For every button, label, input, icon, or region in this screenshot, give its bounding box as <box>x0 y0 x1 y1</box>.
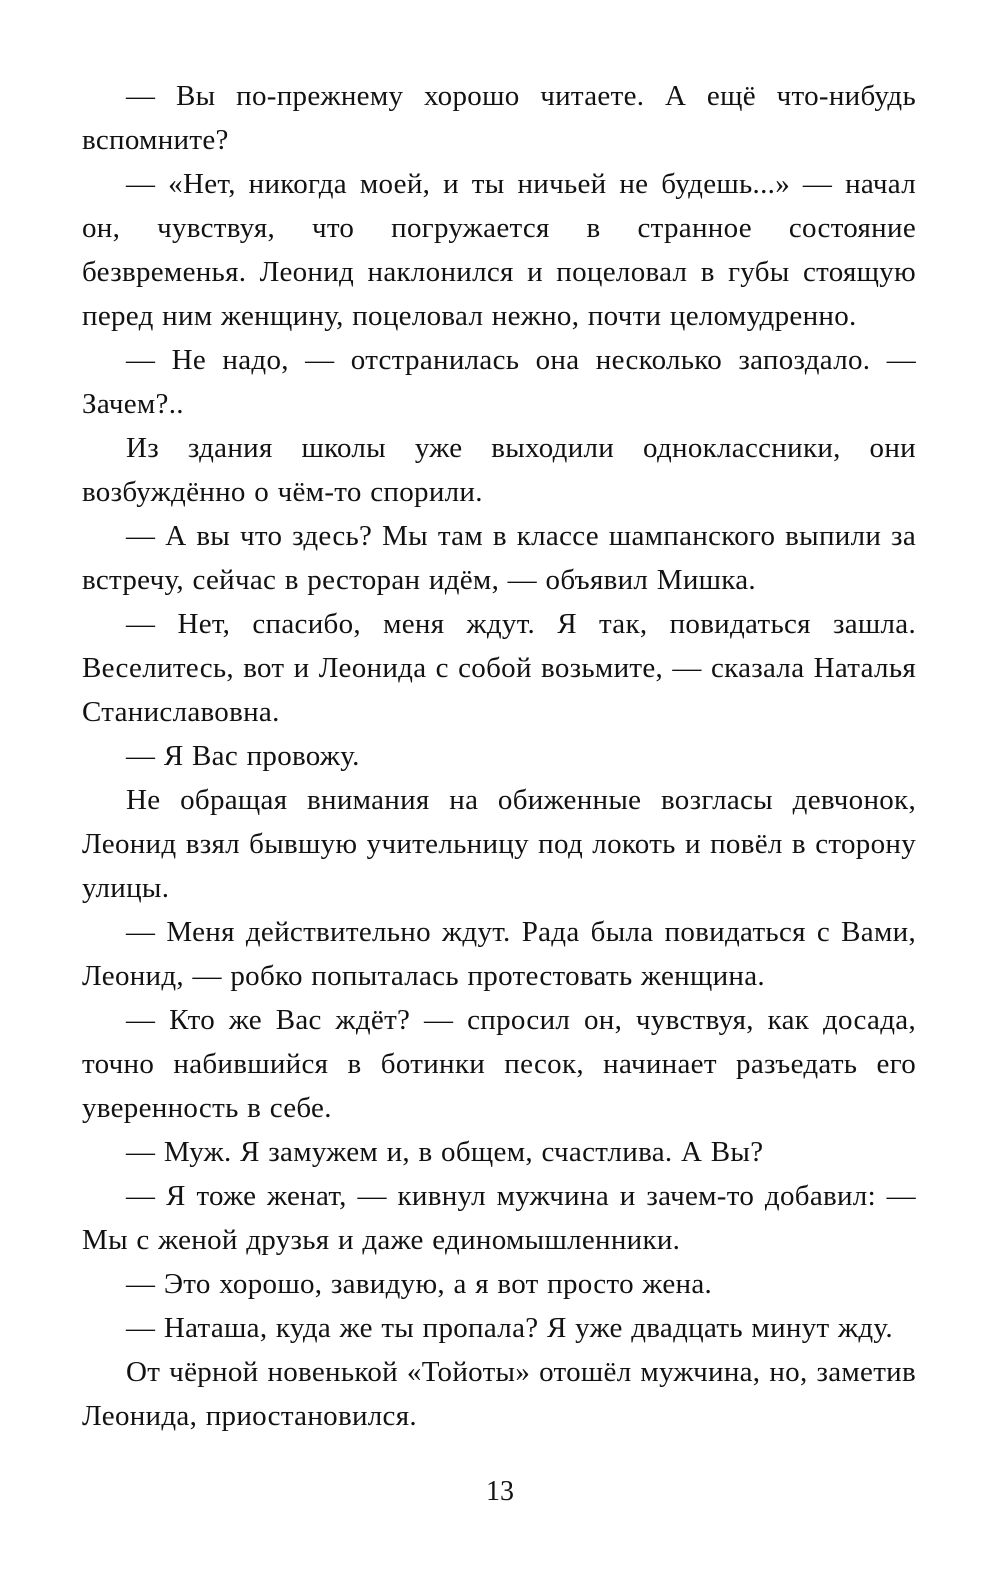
page-number: 13 <box>486 1476 514 1507</box>
paragraph: Не обращая внимания на обиженные возгласы девчонок, Леонид взял бывшую учительницу под локоть и повёл в сторону улицы. <box>82 784 916 904</box>
paragraph: — Наташа, куда же ты пропала? Я уже двадцать минут жду. <box>126 1312 893 1344</box>
paragraph: — А вы что здесь? Мы там в классе шампанского выпили за встречу, сейчас в ресторан идём, — объявил Мишка. <box>82 520 916 596</box>
paragraph: — Вы по-прежнему хорошо читаете. А ещё что-нибудь вспомните? <box>82 80 916 156</box>
paragraph: — Кто же Вас ждёт? — спросил он, чувствуя, как досада, точно набившийся в ботинки песок, начинает разъедать его уверенность в себе. <box>82 1004 916 1124</box>
text-block <box>82 74 916 1438</box>
paragraph: От чёрной новенькой «Тойоты» отошёл мужчина, но, заметив Леонида, приостановился. <box>82 1356 916 1432</box>
paragraph: Из здания школы уже выходили одноклассники, они возбуждённо о чём-то спорили. <box>82 432 916 508</box>
paragraph: — Я тоже женат, — кивнул мужчина и зачем-то добавил: — Мы с женой друзья и даже единомышленники. <box>82 1180 916 1256</box>
paragraph: — Меня действительно ждут. Рада была повидаться с Вами, Леонид, — робко попыталась протестовать женщина. <box>82 916 916 992</box>
paragraph: — Не надо, — отстранилась она несколько запоздало. — Зачем?.. <box>82 344 916 420</box>
paragraph: — Я Вас провожу. <box>126 740 360 772</box>
paragraph: — Это хорошо, завидую, а я вот просто жена. <box>126 1268 713 1300</box>
paragraph: — Нет, спасибо, меня ждут. Я так, повидаться зашла. Веселитесь, вот и Леонида с собой возьмите, — сказала Наталья Станиславовна. <box>82 608 916 728</box>
paragraph: — «Нет, никогда моей, и ты ничьей не будешь...» — начал он, чувствуя, что погружается в странное состояние безвременья. Леонид наклонился и поцеловал в губы стоящую перед ним женщину, поцеловал нежно, почти целомудренно. <box>82 168 916 332</box>
paragraph: — Муж. Я замужем и, в общем, счастлива. А Вы? <box>126 1136 764 1168</box>
